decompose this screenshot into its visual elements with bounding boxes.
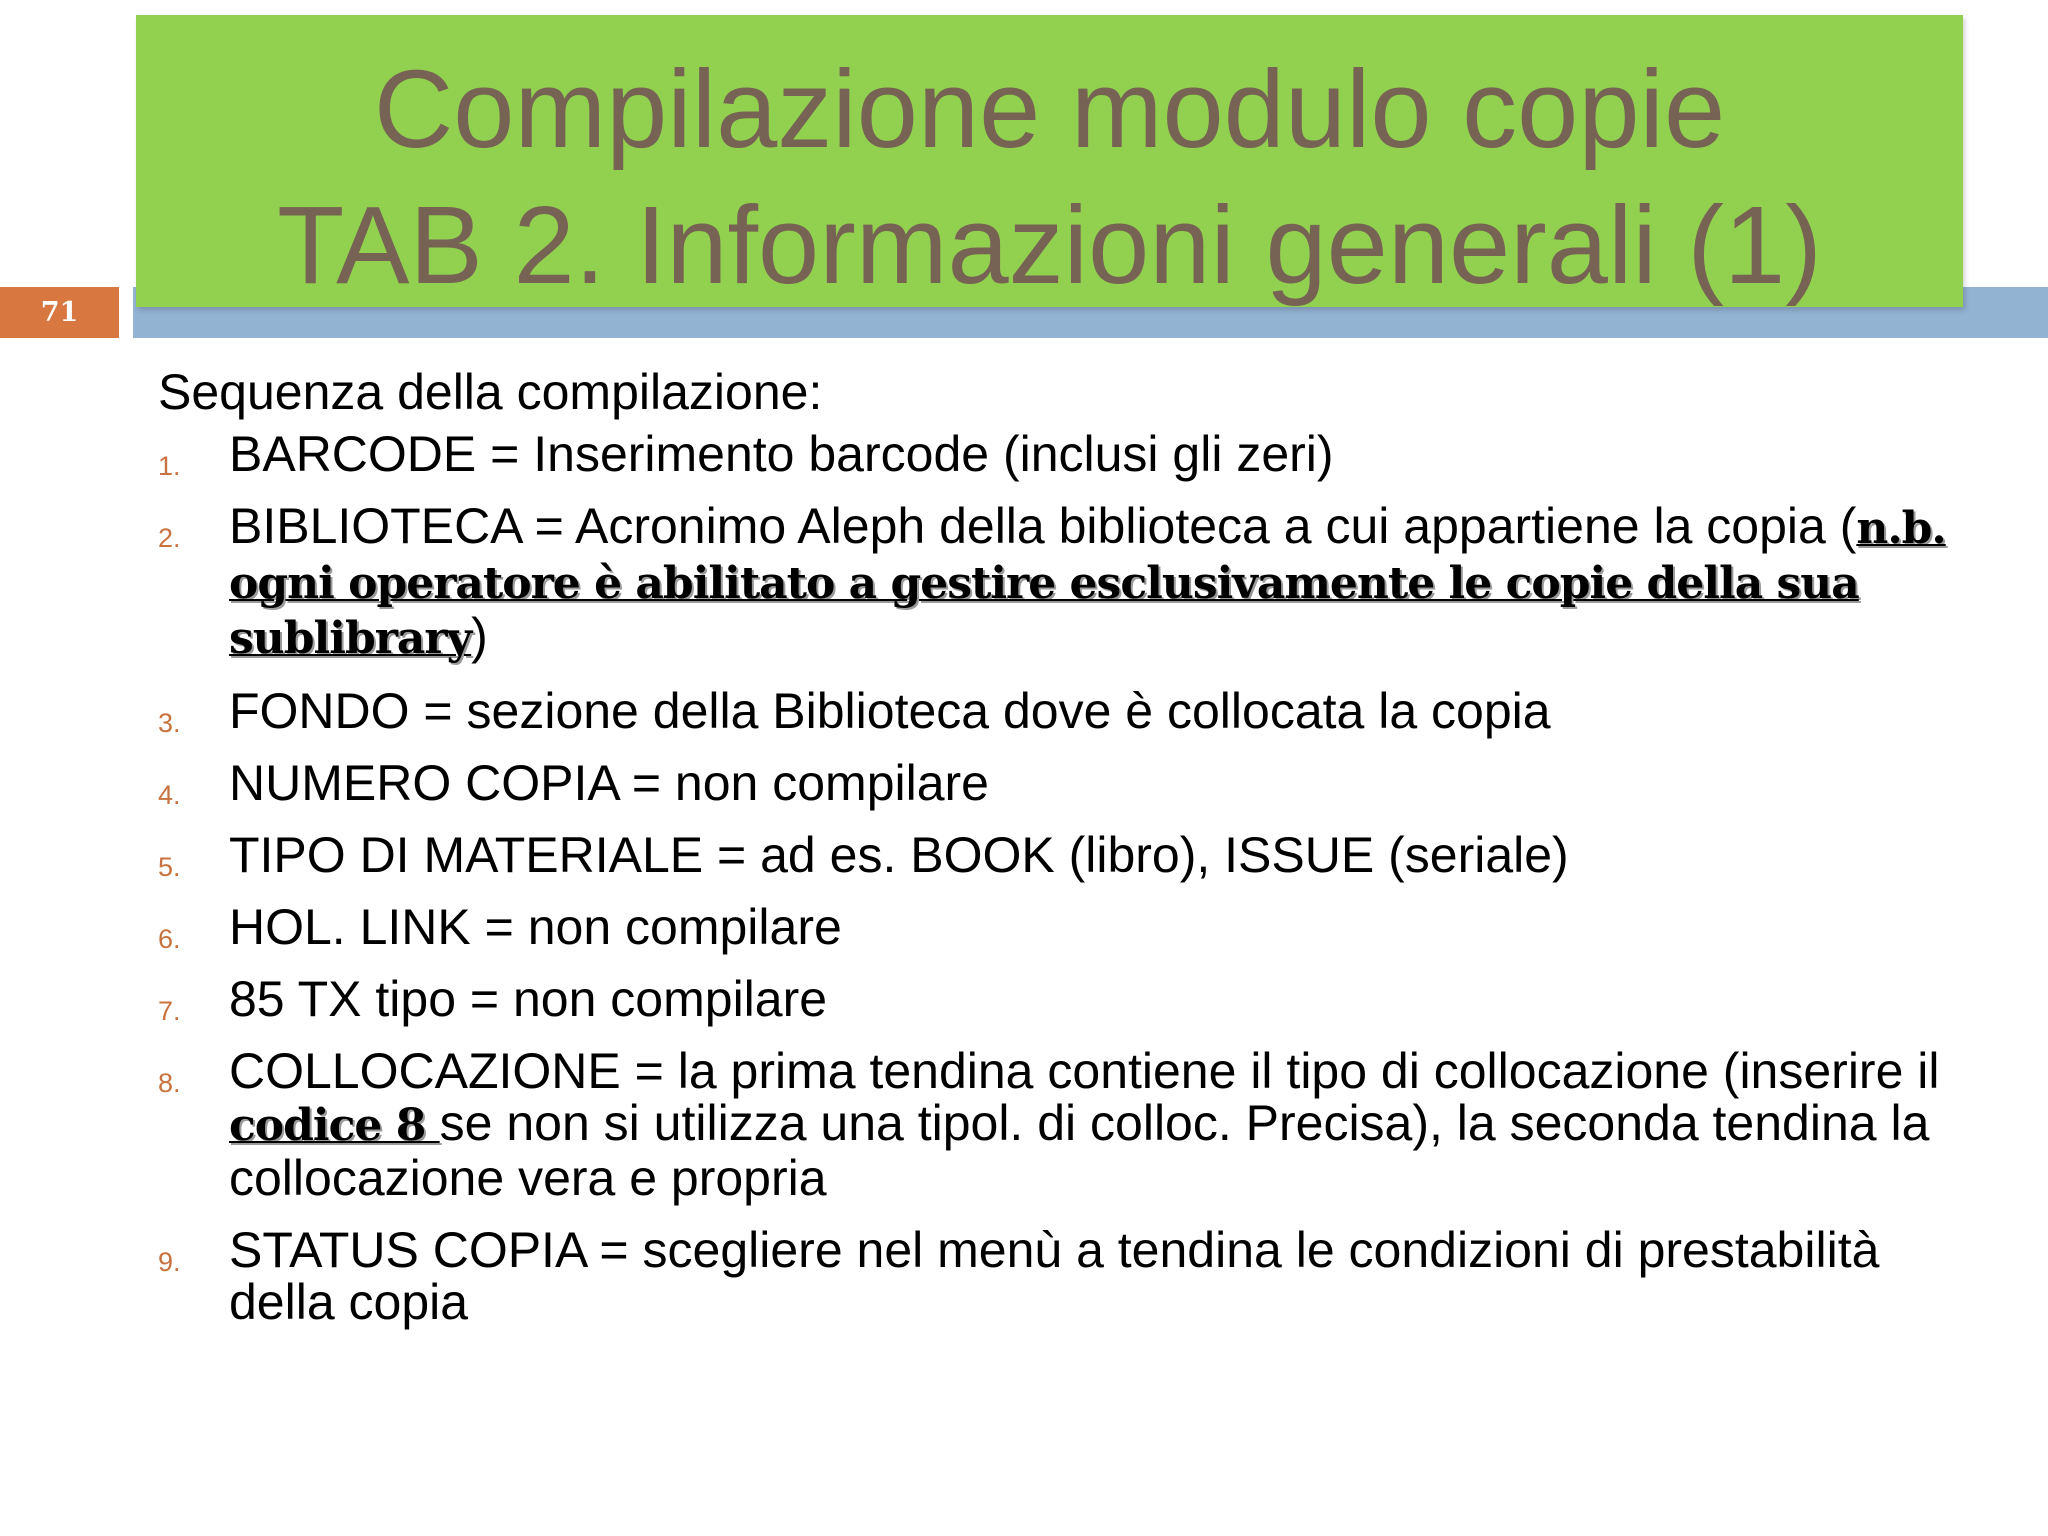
item-number: 1. (158, 451, 181, 481)
list-item (158, 1224, 1958, 1328)
list-item (158, 901, 1958, 953)
item-text: 85 TX tipo = non compilare (229, 971, 828, 1027)
item-text: FONDO = sezione della Biblioteca dove è collocata la copia (229, 683, 1551, 739)
list-item (158, 685, 1958, 737)
list-item (158, 973, 1958, 1025)
title-line-1: Compilazione modulo copie (373, 48, 1726, 171)
item-number: 6. (158, 924, 181, 954)
item-text: COLLOCAZIONE = la prima tendina contiene il tipo di collocazione (inserire il (229, 1043, 1940, 1099)
title-box (136, 15, 1963, 307)
list-item (158, 1045, 1958, 1204)
item-list (158, 428, 1958, 1328)
list-item (158, 829, 1958, 881)
item-text-after: ) (471, 608, 488, 664)
item-text: BIBLIOTECA = Acronimo Aleph della biblioteca a cui appartiene la copia ( (229, 498, 1857, 554)
list-item (158, 428, 1958, 480)
slide-number: 71 (0, 287, 119, 338)
list-item (158, 757, 1958, 809)
item-number: 8. (158, 1068, 181, 1098)
slide-title (136, 42, 1963, 314)
item-text: TIPO DI MATERIALE = ad es. BOOK (libro), ISSUE (seriale) (229, 827, 1569, 883)
item-text-after: se non si utilizza una tipol. di colloc. Precisa), la seconda tendina la collocazione vera e propria (229, 1095, 1930, 1206)
item-number: 3. (158, 708, 181, 738)
slide-content (158, 360, 1958, 1348)
item-number: 9. (158, 1247, 181, 1277)
item-text: HOL. LINK = non compilare (229, 899, 842, 955)
item-note: n.b. ogni operatore è abilitato a gestire esclusivamente le copie della sua sublibrary (229, 503, 1946, 664)
item-text: BARCODE = Inserimento barcode (inclusi gli zeri) (229, 426, 1334, 482)
item-number: 7. (158, 996, 181, 1026)
item-number: 4. (158, 780, 181, 810)
title-line-2: TAB 2. Informazioni generali (1) (277, 184, 1822, 307)
item-text: STATUS COPIA = scegliere nel menù a tendina le condizioni di prestabilità della copia (229, 1222, 1880, 1330)
item-note: codice 8 (229, 1100, 440, 1151)
item-number: 5. (158, 852, 181, 882)
item-text: NUMERO COPIA = non compilare (229, 755, 989, 811)
intro-text: Sequenza della compilazione: (158, 364, 823, 420)
item-number: 2. (158, 523, 181, 553)
list-item (158, 500, 1958, 665)
